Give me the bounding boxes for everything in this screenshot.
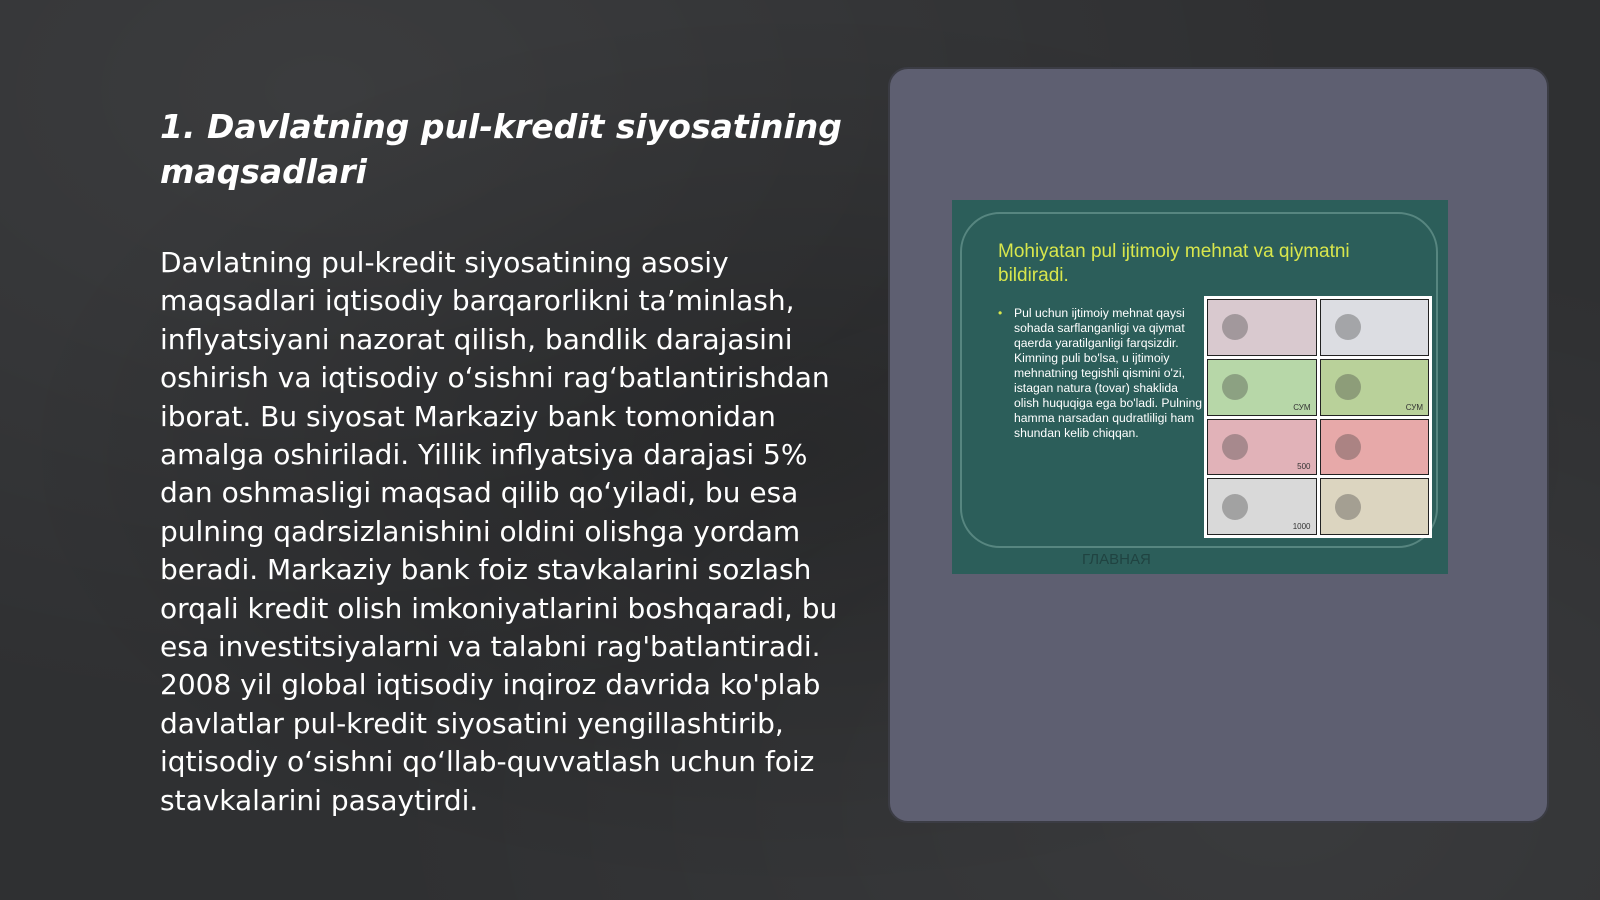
banknote-emblem-icon [1335,434,1361,460]
banknote [1207,419,1317,476]
banknote-emblem-icon [1222,374,1248,400]
banknote [1320,419,1430,476]
banknote-emblem-icon [1222,494,1248,520]
banknote [1320,478,1430,535]
banknotes-collage [1204,296,1432,538]
embedded-slide-caption: ГЛАВНАЯ [1082,551,1151,568]
embedded-slide-title: Mohiyatan pul ijtimoiy mehnat va qiymatni bildiradi. [998,241,1350,286]
banknote-emblem-icon [1335,494,1361,520]
banknote-emblem-icon [1222,434,1248,460]
embedded-slide-bullet: • Pul uchun ijtimoiy mehnat qaysi sohada sarflanganligi va qiymat qaerda yaratilganligi farqsizdir. Kimning puli bo'lsa, u ijtimoiy mehnatning tegishli qismini o'zi, istagan natura (tovar) shaklida olish huquqiga ega bo'ladi. Pulning hamma narsadan qudratliligi ham shundan kelib chiqqan. [996,306,1204,441]
embedded-slide-image [952,200,1448,574]
slide-body-text: Davlatning pul-kredit siyosatining asosiy maqsadlari iqtisodiy barqarorlikni ta’minlash, inflyatsiyani nazorat qilish, bandlik darajasini oshirish va iqtisodiy o‘sishni rag‘batlantirishdan iborat. Bu siyosat Markaziy bank tomonidan amalga oshiriladi. Yillik inflyatsiya darajasi 5% dan oshmasligi maqsad qilib qo‘yiladi, bu esa pulning qadrsizlanishini oldini olishga yordam beradi. Markaziy bank foiz stavkalarini sozlash orqali kredit olish imkoniyatlarini boshqaradi, bu esa investitsiyalarni va talabni rag'batlantiradi. 2008 yil global iqtisodiy inqiroz davrida ko'plab davlatlar pul-kredit siyosatini yengillashtirib, iqtisodiy o‘sishni qo‘llab-quvvatlash uchun foiz stavkalarini pasaytirdi. [160,246,838,817]
banknote [1207,299,1317,356]
banknote-emblem-icon [1335,374,1361,400]
banknote-denomination: СУМ [1405,402,1423,412]
banknote [1320,359,1430,416]
banknote [1320,299,1430,356]
banknote-denomination: СУМ [1293,402,1311,412]
banknote [1207,359,1317,416]
banknote-denomination: 500 [1297,462,1311,472]
slide-title: 1. Davlatning pul-kredit siyosatining maqsadlari [160,107,842,191]
banknote-emblem-icon [1335,314,1361,340]
banknote [1207,478,1317,535]
banknote-emblem-icon [1222,314,1248,340]
banknote-denomination: 1000 [1292,522,1311,531]
